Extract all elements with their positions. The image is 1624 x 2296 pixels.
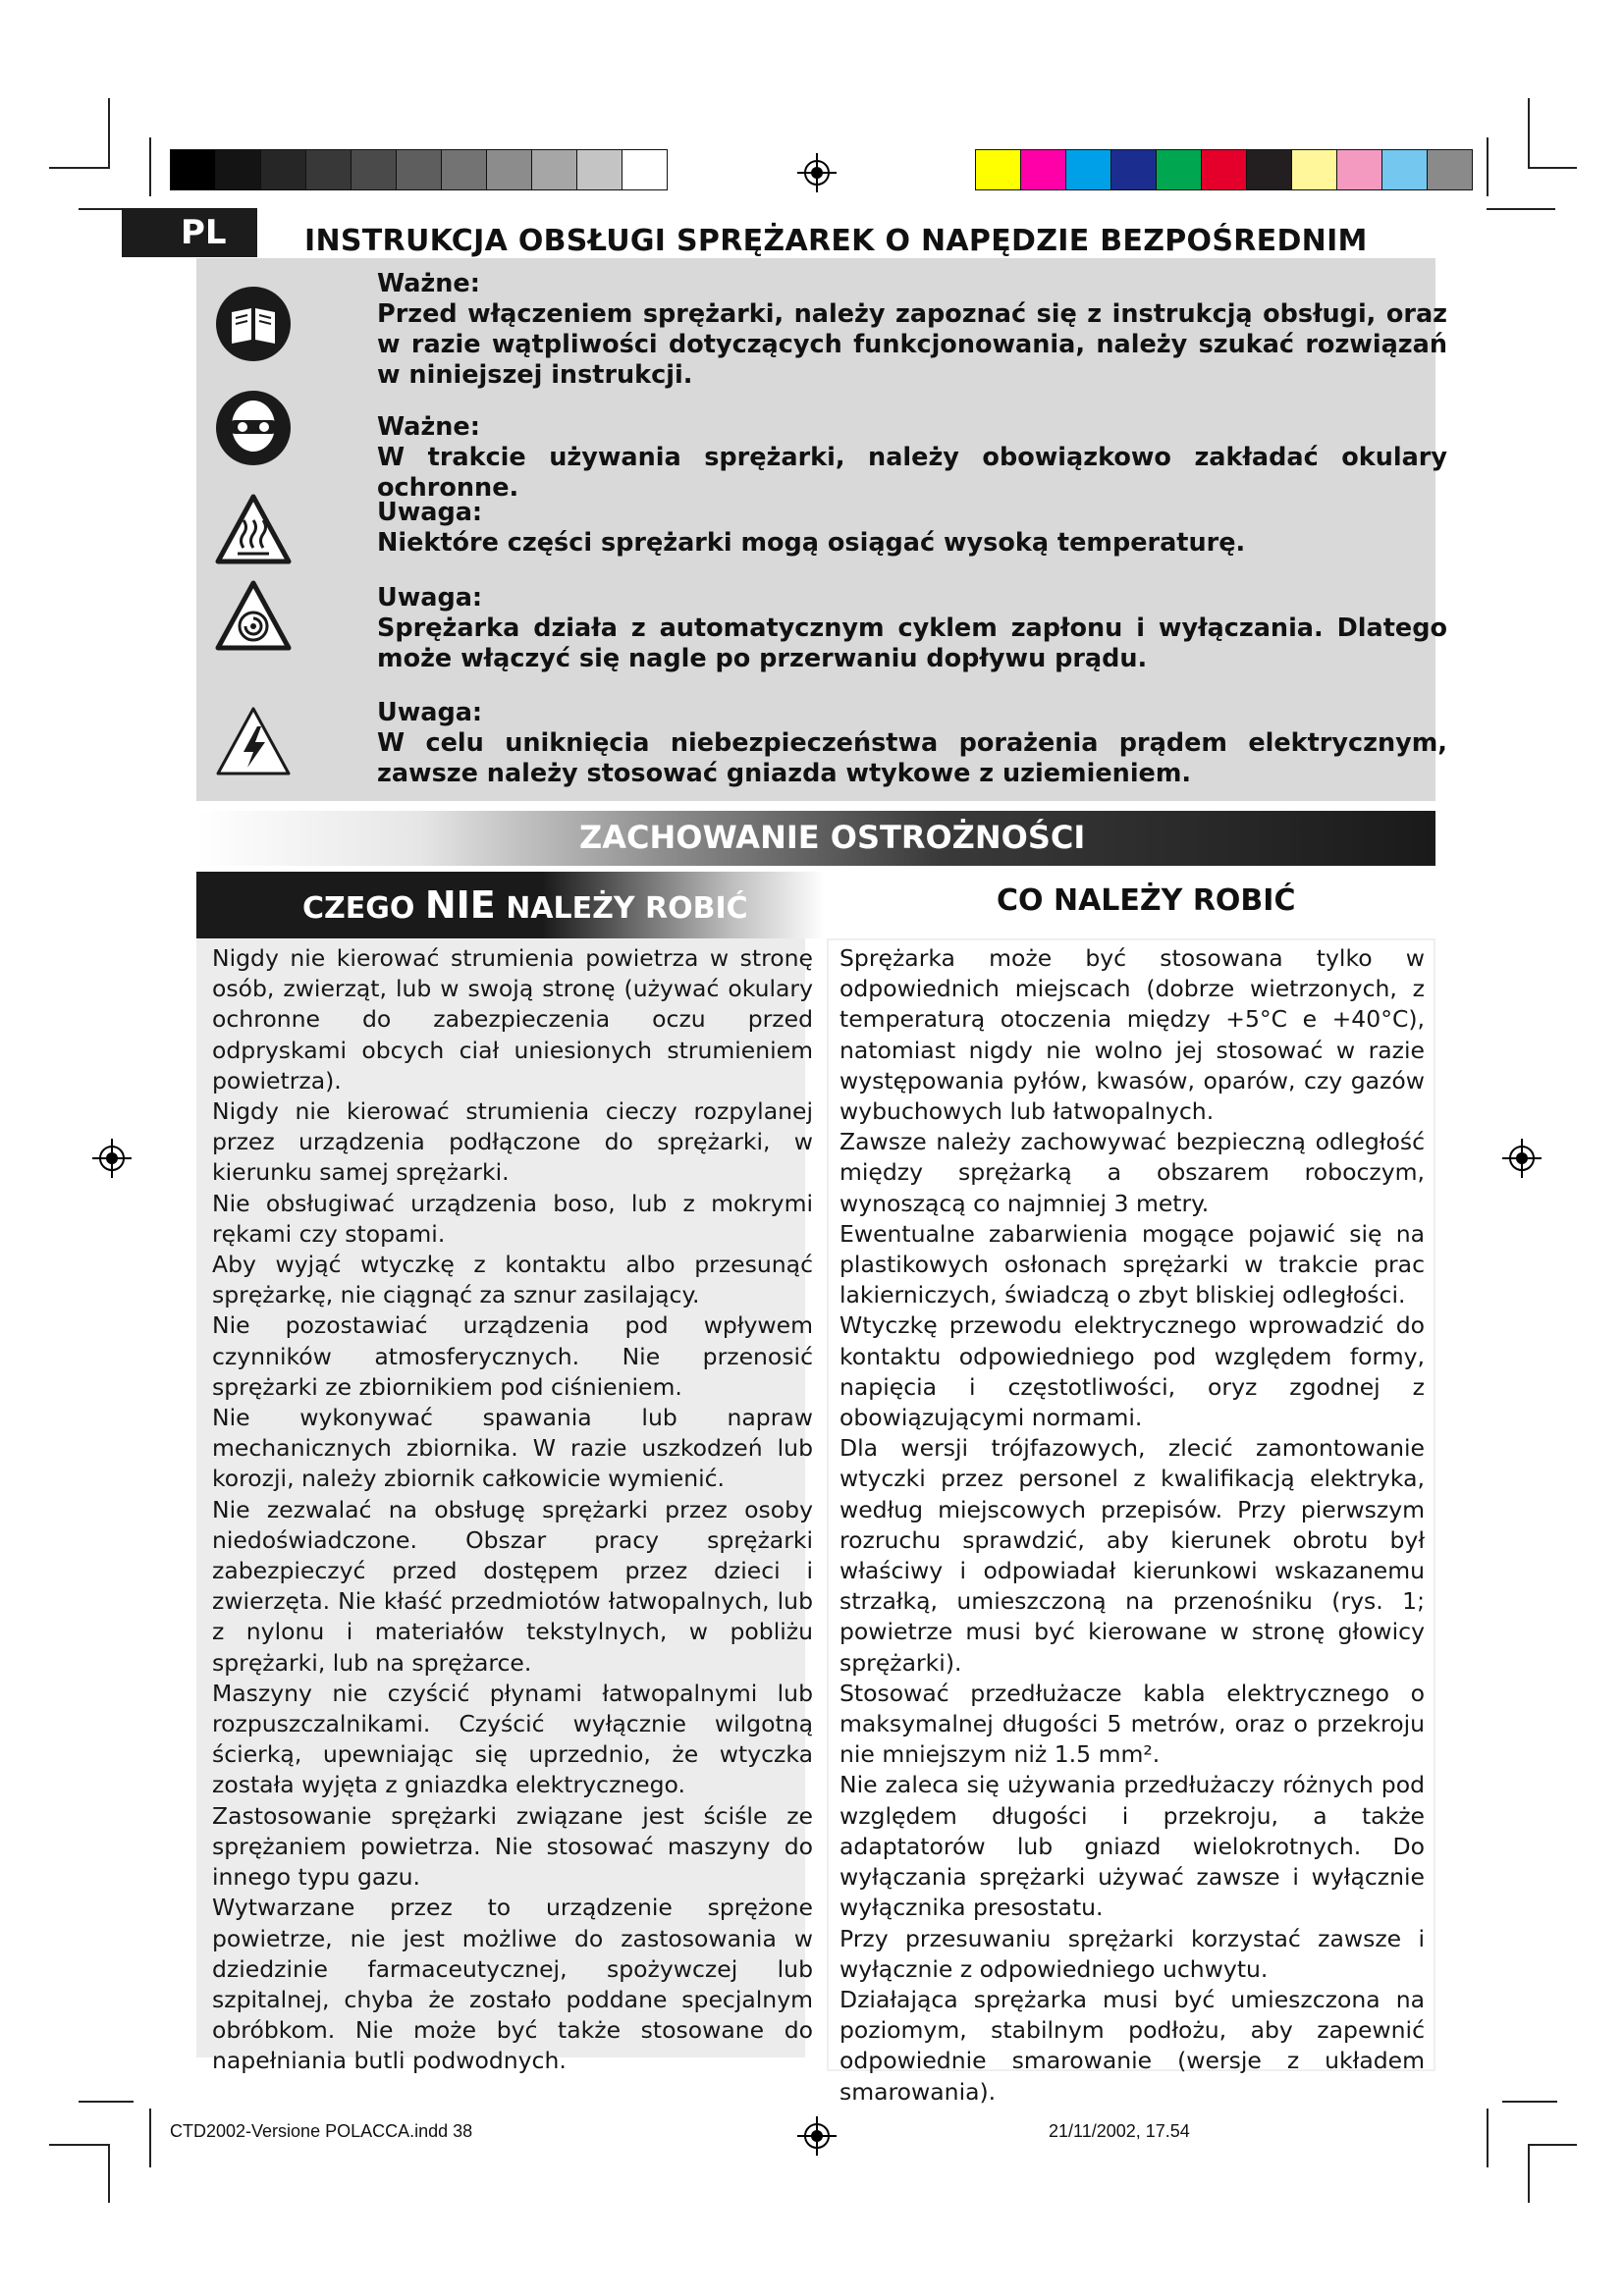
color-swatch	[441, 149, 487, 190]
crop-mark	[149, 2109, 151, 2167]
do-paragraph: Stosować przedłużacze kabla elektrycznego o maksymalnej długości 5 metrów, oraz o przekroju nie mniejszym niż 1.5 mm².	[839, 1679, 1425, 1769]
notice-heading: Uwaga:	[377, 698, 483, 727]
dont-paragraph: Aby wyjąć wtyczkę z kontaktu albo przesunąć sprężarkę, nie ciągnąć za sznur zasilający.	[212, 1251, 813, 1309]
color-swatch	[396, 149, 442, 190]
notice-heading: Ważne:	[377, 269, 480, 298]
do-paragraph: Przy przesuwaniu sprężarki korzystać zawsze i wyłącznie z odpowiedniego uchwytu.	[839, 1924, 1425, 1983]
notice-heading: Ważne:	[377, 412, 480, 442]
dont-column-text	[212, 943, 813, 2077]
do-column-title: CO NALEŻY ROBIĆ	[997, 883, 1296, 918]
do-column-text	[839, 943, 1425, 2108]
crop-mark	[1528, 2144, 1530, 2203]
dont-paragraph: Nie wykonywać spawania lub napraw mechanicznych zbiornika. W razie uszkodzeń lub korozji, należy zbiornik całkowicie wymienić.	[212, 1404, 813, 1493]
notice-auto-start	[377, 583, 1447, 674]
dont-paragraph: Nie pozostawiać urządzenia pod wpływem czynników atmosferycznych. Nie przenosić sprężarki ze zbiornikiem pod ciśnieniem.	[212, 1311, 813, 1401]
color-swatch	[305, 149, 352, 190]
crop-mark	[108, 2144, 110, 2203]
notice-body: W trakcie używania sprężarki, należy obowiązkowo zakładać okulary ochronne.	[377, 443, 1447, 503]
manual-book-icon	[214, 285, 293, 363]
notice-heading: Uwaga:	[377, 498, 483, 527]
safety-goggles-icon	[214, 389, 293, 467]
color-swatch	[1381, 149, 1428, 190]
notice-body: Przed włączeniem sprężarki, należy zapoznać się z instrukcją obsługi, oraz w razie wątpliwości dotyczących funkcjonowania, należy szukać rozwiązań w niniejszej instrukcji.	[377, 299, 1447, 390]
color-swatch	[1110, 149, 1157, 190]
electric-shock-icon	[214, 703, 293, 781]
color-swatch	[1291, 149, 1337, 190]
crop-mark	[1528, 2144, 1577, 2146]
dont-column-title	[302, 883, 748, 927]
notice-manual	[377, 269, 1447, 391]
notice-heading: Uwaga:	[377, 583, 483, 613]
hot-surface-icon	[214, 491, 293, 569]
crop-mark	[108, 98, 110, 169]
dont-paragraph: Nigdy nie kierować strumienia powietrza w stronę osób, zwierząt, lub w swoją stronę (używać okulary ochronne do zabezpieczenia oczu przed odpryskami obcych ciał uniesionych strumieniem powietrza).	[212, 944, 813, 1095]
notice-hot-surface	[377, 498, 1447, 559]
do-paragraph: Ewentualne zabarwienia mogące pojawić się na plastikowych osłonach sprężarki w trakcie prac lakierniczych, świadczą o zbyt bliskiej odległości.	[839, 1219, 1425, 1309]
dont-paragraph: Nigdy nie kierować strumienia cieczy rozpylanej przez urządzenia podłączone do sprężarki, w kierunku samej sprężarki.	[212, 1097, 813, 1187]
crop-mark	[49, 2144, 110, 2146]
footer-filename: CTD2002-Versione POLACCA.indd 38	[170, 2121, 473, 2141]
notice-body: Sprężarka działa z automatycznym cyklem zapłonu i wyłączania. Dlatego może włączyć się nagle po przerwaniu dopływu prądu.	[377, 614, 1447, 673]
color-swatch	[486, 149, 532, 190]
color-swatch	[622, 149, 668, 190]
dont-paragraph: Nie zezwalać na obsługę sprężarki przez osoby niedoświadczone. Obszar pracy sprężarki zabezpieczyć przed dostępem przez dzieci i zwierzęta. Nie kłaść przedmiotów łatwopalnych, lub z nylonu i materiałów tekstylnych, w pobliżu sprężarki, lub na sprężarce.	[212, 1495, 813, 1677]
dont-title-prefix: CZEGO	[302, 891, 425, 926]
notice-body: Niektóre części sprężarki mogą osiągać wysoką temperaturę.	[377, 528, 1246, 558]
crop-mark	[49, 167, 110, 169]
notice-electric	[377, 698, 1447, 789]
color-swatch	[576, 149, 623, 190]
footer-date: 21/11/2002, 17.54	[1049, 2121, 1190, 2141]
color-swatch	[215, 149, 261, 190]
registration-mark-icon	[1502, 1139, 1542, 1178]
color-swatch	[1246, 149, 1292, 190]
color-swatch	[1427, 149, 1473, 190]
automatic-start-icon	[214, 577, 293, 656]
do-paragraph: Zawsze należy zachowywać bezpieczną odległość między sprężarką a obszarem roboczym, wynoszącą co najmniej 3 metry.	[839, 1128, 1425, 1217]
dont-title-suffix: NALEŻY ROBIĆ	[495, 891, 748, 926]
page-title: INSTRUKCJA OBSŁUGI SPRĘŻAREK O NAPĘDZIE BEZPOŚREDNIM	[304, 224, 1368, 258]
color-swatch	[260, 149, 306, 190]
crop-mark	[79, 2101, 134, 2103]
color-swatch	[1020, 149, 1066, 190]
dont-paragraph: Zastosowanie sprężarki związane jest ściśle ze sprężaniem powietrza. Nie stosować maszyny do innego typu gazu.	[212, 1801, 813, 1892]
notice-body: W celu uniknięcia niebezpieczeństwa porażenia prądem elektrycznym, zawsze należy stosować gniazda wtykowe z uziemieniem.	[377, 728, 1447, 788]
dont-title-emphasis: NIE	[424, 883, 496, 927]
crop-mark	[1528, 167, 1577, 169]
section-title: ZACHOWANIE OSTROŻNOŚCI	[579, 819, 1086, 856]
crop-mark	[1502, 2101, 1557, 2103]
color-swatch	[1156, 149, 1202, 190]
do-paragraph: Dla wersji trójfazowych, zlecić zamontowanie wtyczki przez personel z kwalifikacją elektryka, według miejscowych przepisów. Przy pierwszym rozruchu sprawdzić, aby kierunek obrotu był właściwy i odpowiadał kierunkowi wskazanemu strzałką, umieszczoną na przenośniku (rys. 1; powietrze musi być kierowane w stronę głowicy sprężarki).	[839, 1434, 1425, 1677]
color-swatch	[170, 149, 216, 190]
color-swatch	[351, 149, 397, 190]
dont-paragraph: Maszyny nie czyścić płynami łatwopalnymi lub rozpuszczalnikami. Czyścić wyłącznie wilgotną ścierką, upewniając się uprzednio, że wtyczka została wyjęta z gniazdka elektrycznego.	[212, 1679, 813, 1799]
registration-mark-icon	[797, 153, 837, 192]
dont-paragraph: Wytwarzane przez to urządzenie sprężone powietrze, nie jest możliwe do zastosowania w dziedzinie farmaceutycznej, spożywczej lub szpitalnej, chyba że zostało poddane specjalnym obróbkom. Nie może być także stosowane do napełniania butli podwodnych.	[212, 1894, 813, 2075]
registration-mark-icon	[797, 2116, 837, 2156]
crop-mark	[1487, 137, 1489, 196]
crop-mark	[1487, 208, 1555, 210]
color-swatch	[531, 149, 577, 190]
do-paragraph: Nie zaleca się używania przedłużaczy różnych pod względem długości i przekroju, a także adaptatorów lub gniazd wielokrotnych. Do wyłączania sprężarki używać zawsze i wyłącznie wyłącznika presostatu.	[839, 1771, 1425, 1922]
color-swatch	[1336, 149, 1382, 190]
registration-mark-icon	[92, 1139, 132, 1178]
do-paragraph: Wtyczkę przewodu elektrycznego wprowadzić do kontaktu odpowiedniego pod względem formy, napięcia i częstotliwości, oryz zgodnej z obowiązującymi normami.	[839, 1311, 1425, 1432]
color-swatch	[1065, 149, 1111, 190]
language-tab: PL	[122, 208, 257, 257]
do-paragraph: Działająca sprężarka musi być umieszczona na poziomym, stabilnym podłożu, aby zapewnić odpowiednie smarowanie (wersje z układem smarowania).	[839, 1985, 1425, 2106]
dont-paragraph: Nie obsługiwać urządzenia boso, lub z mokrymi rękami czy stopami.	[212, 1189, 813, 1248]
crop-mark	[1487, 2109, 1489, 2167]
crop-mark	[1528, 98, 1530, 169]
notice-goggles	[377, 412, 1447, 504]
crop-mark	[149, 137, 151, 196]
color-swatch	[1201, 149, 1247, 190]
do-paragraph: Sprężarka może być stosowana tylko w odpowiednich miejscach (dobrze wietrzonych, z temperaturą otoczenia między +5°C e +40°C), natomiast nigdy nie wolno jej stosować w razie występowania pyłów, kwasów, oparów, czy gazów wybuchowych lub łatwopalnych.	[839, 944, 1425, 1126]
color-swatch	[975, 149, 1021, 190]
